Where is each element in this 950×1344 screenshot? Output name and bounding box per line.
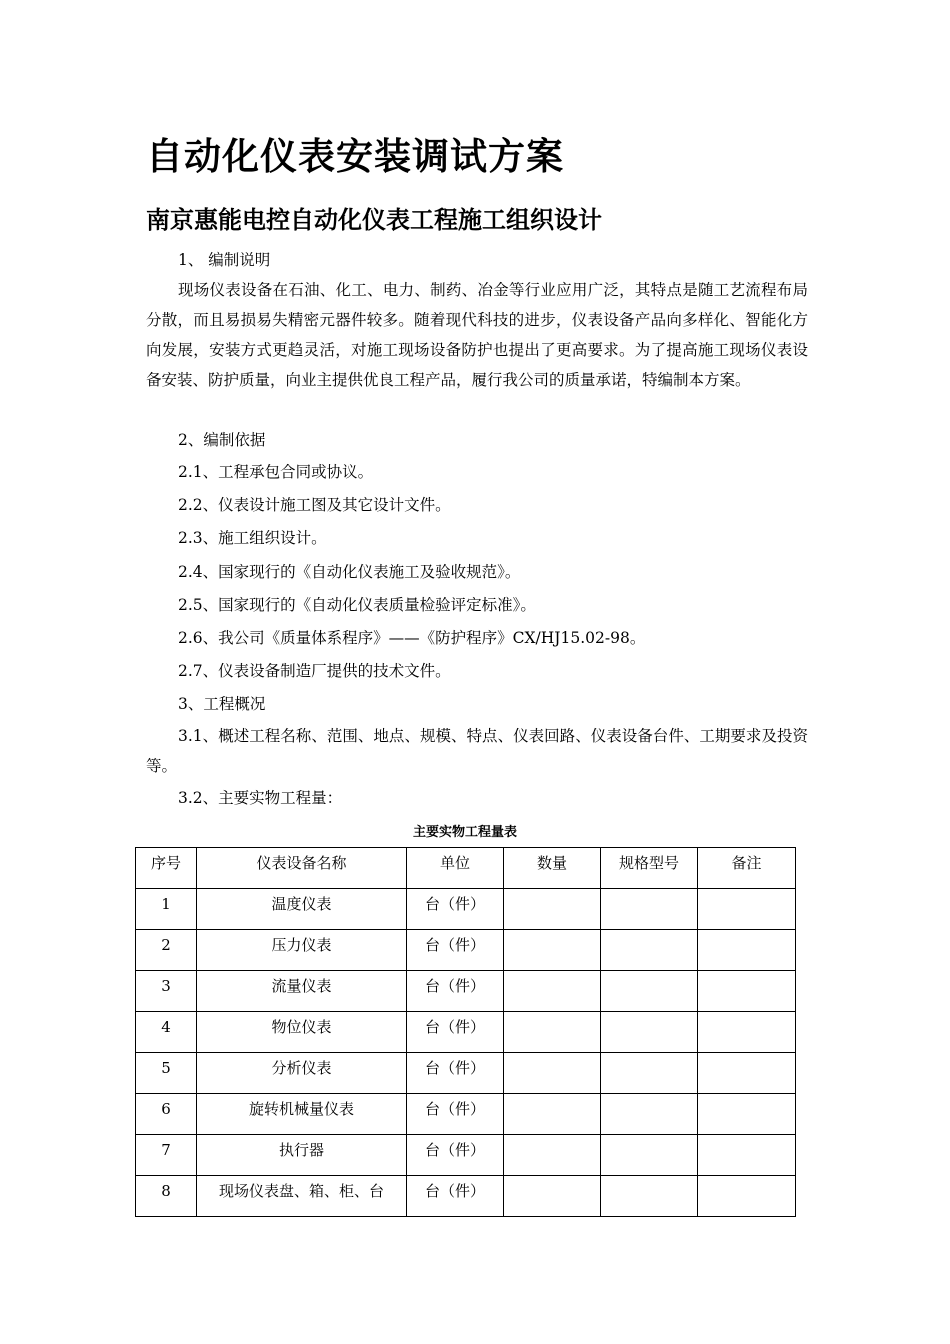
cell-unit: 台（件）	[407, 1135, 504, 1176]
table-caption: 主要实物工程量表	[412, 825, 517, 840]
document-title: 自动化仪表安装调试方案	[146, 135, 564, 178]
section-3-2-line: 3.2、主要实物工程量：	[178, 789, 343, 807]
basis-item: 2.7、仪表设备制造厂提供的技术文件。	[178, 662, 451, 680]
table-row	[136, 971, 796, 1012]
basis-item: 2.5、国家现行的《自动化仪表质量检验评定标准》。	[178, 596, 536, 614]
basis-item: 2.2、仪表设计施工图及其它设计文件。	[178, 496, 451, 514]
cell-remark	[698, 971, 796, 1012]
cell-spec	[601, 1012, 698, 1053]
cell-quantity	[504, 889, 601, 930]
cell-unit: 台（件）	[407, 930, 504, 971]
header-cell: 备注	[698, 848, 796, 889]
header-cell: 数量	[504, 848, 601, 889]
cell-name: 旋转机械量仪表	[197, 1094, 407, 1135]
cell-unit: 台（件）	[407, 971, 504, 1012]
cell-remark	[698, 930, 796, 971]
cell-unit: 台（件）	[407, 1176, 504, 1217]
cell-remark	[698, 1094, 796, 1135]
document-subtitle: 南京惠能电控自动化仪表工程施工组织设计	[146, 206, 602, 234]
cell-spec	[601, 1053, 698, 1094]
cell-quantity	[504, 1176, 601, 1217]
basis-item: 2.6、我公司《质量体系程序》——《防护程序》CX/HJ15.02-98。	[178, 629, 646, 647]
basis-item: 2.3、施工组织设计。	[178, 529, 327, 547]
cell-remark	[698, 1053, 796, 1094]
cell-quantity	[504, 1094, 601, 1135]
header-cell: 仪表设备名称	[197, 848, 407, 889]
basis-item: 2.1、工程承包合同或协议。	[178, 463, 374, 481]
cell-spec	[601, 971, 698, 1012]
header-cell: 序号	[136, 848, 197, 889]
cell-unit: 台（件）	[407, 1053, 504, 1094]
cell-index: 4	[136, 1012, 197, 1053]
basis-item: 2.4、国家现行的《自动化仪表施工及验收规范》。	[178, 563, 521, 581]
cell-quantity	[504, 930, 601, 971]
cell-index: 8	[136, 1176, 197, 1217]
cell-remark	[698, 1176, 796, 1217]
section-3-1-paragraph: 3.1、概述工程名称、范围、地点、规模、特点、仪表回路、仪表设备台件、工期要求及投资等。	[146, 727, 808, 775]
cell-index: 2	[136, 930, 197, 971]
cell-remark	[698, 1012, 796, 1053]
cell-remark	[698, 1135, 796, 1176]
table-row	[136, 1053, 796, 1094]
cell-spec	[601, 1135, 698, 1176]
table-row	[136, 889, 796, 930]
cell-quantity	[504, 1135, 601, 1176]
cell-name: 现场仪表盘、箱、柜、台	[197, 1176, 407, 1217]
cell-name: 物位仪表	[197, 1012, 407, 1053]
cell-index: 7	[136, 1135, 197, 1176]
table-row	[136, 1012, 796, 1053]
cell-name: 流量仪表	[197, 971, 407, 1012]
cell-index: 1	[136, 889, 197, 930]
cell-unit: 台（件）	[407, 1012, 504, 1053]
quantity-table	[135, 847, 796, 1217]
cell-name: 执行器	[197, 1135, 407, 1176]
table-row	[136, 930, 796, 971]
header-cell: 规格型号	[601, 848, 698, 889]
cell-quantity	[504, 1053, 601, 1094]
cell-spec	[601, 1094, 698, 1135]
table-row	[136, 1094, 796, 1135]
cell-spec	[601, 1176, 698, 1217]
cell-index: 6	[136, 1094, 197, 1135]
cell-spec	[601, 889, 698, 930]
table-row	[136, 1135, 796, 1176]
cell-name: 分析仪表	[197, 1053, 407, 1094]
header-cell: 单位	[407, 848, 504, 889]
cell-name: 压力仪表	[197, 930, 407, 971]
cell-quantity	[504, 1012, 601, 1053]
section-1-heading: 1、 编制说明	[178, 251, 271, 269]
cell-name: 温度仪表	[197, 889, 407, 930]
cell-unit: 台（件）	[407, 889, 504, 930]
section-3-heading: 3、工程概况	[178, 695, 266, 713]
section-2-heading: 2、编制依据	[178, 431, 266, 449]
cell-unit: 台（件）	[407, 1094, 504, 1135]
cell-remark	[698, 889, 796, 930]
cell-spec	[601, 930, 698, 971]
section-1-paragraph: 现场仪表设备在石油、化工、电力、制药、冶金等行业应用广泛，其特点是随工艺流程布局分散，而且易损易失精密元器件较多。随着现代科技的进步，仪表设备产品向多样化、智能化方向发展，安装方式更趋灵活，对施工现场设备防护也提出了更高要求。为了提高施工现场仪表设备安装、防护质量，向业主提供优良工程产品，履行我公司的质量承诺，特编制本方案。	[146, 281, 808, 389]
cell-quantity	[504, 971, 601, 1012]
cell-index: 3	[136, 971, 197, 1012]
cell-index: 5	[136, 1053, 197, 1094]
table-row	[136, 1176, 796, 1217]
table-header-row	[136, 848, 796, 889]
